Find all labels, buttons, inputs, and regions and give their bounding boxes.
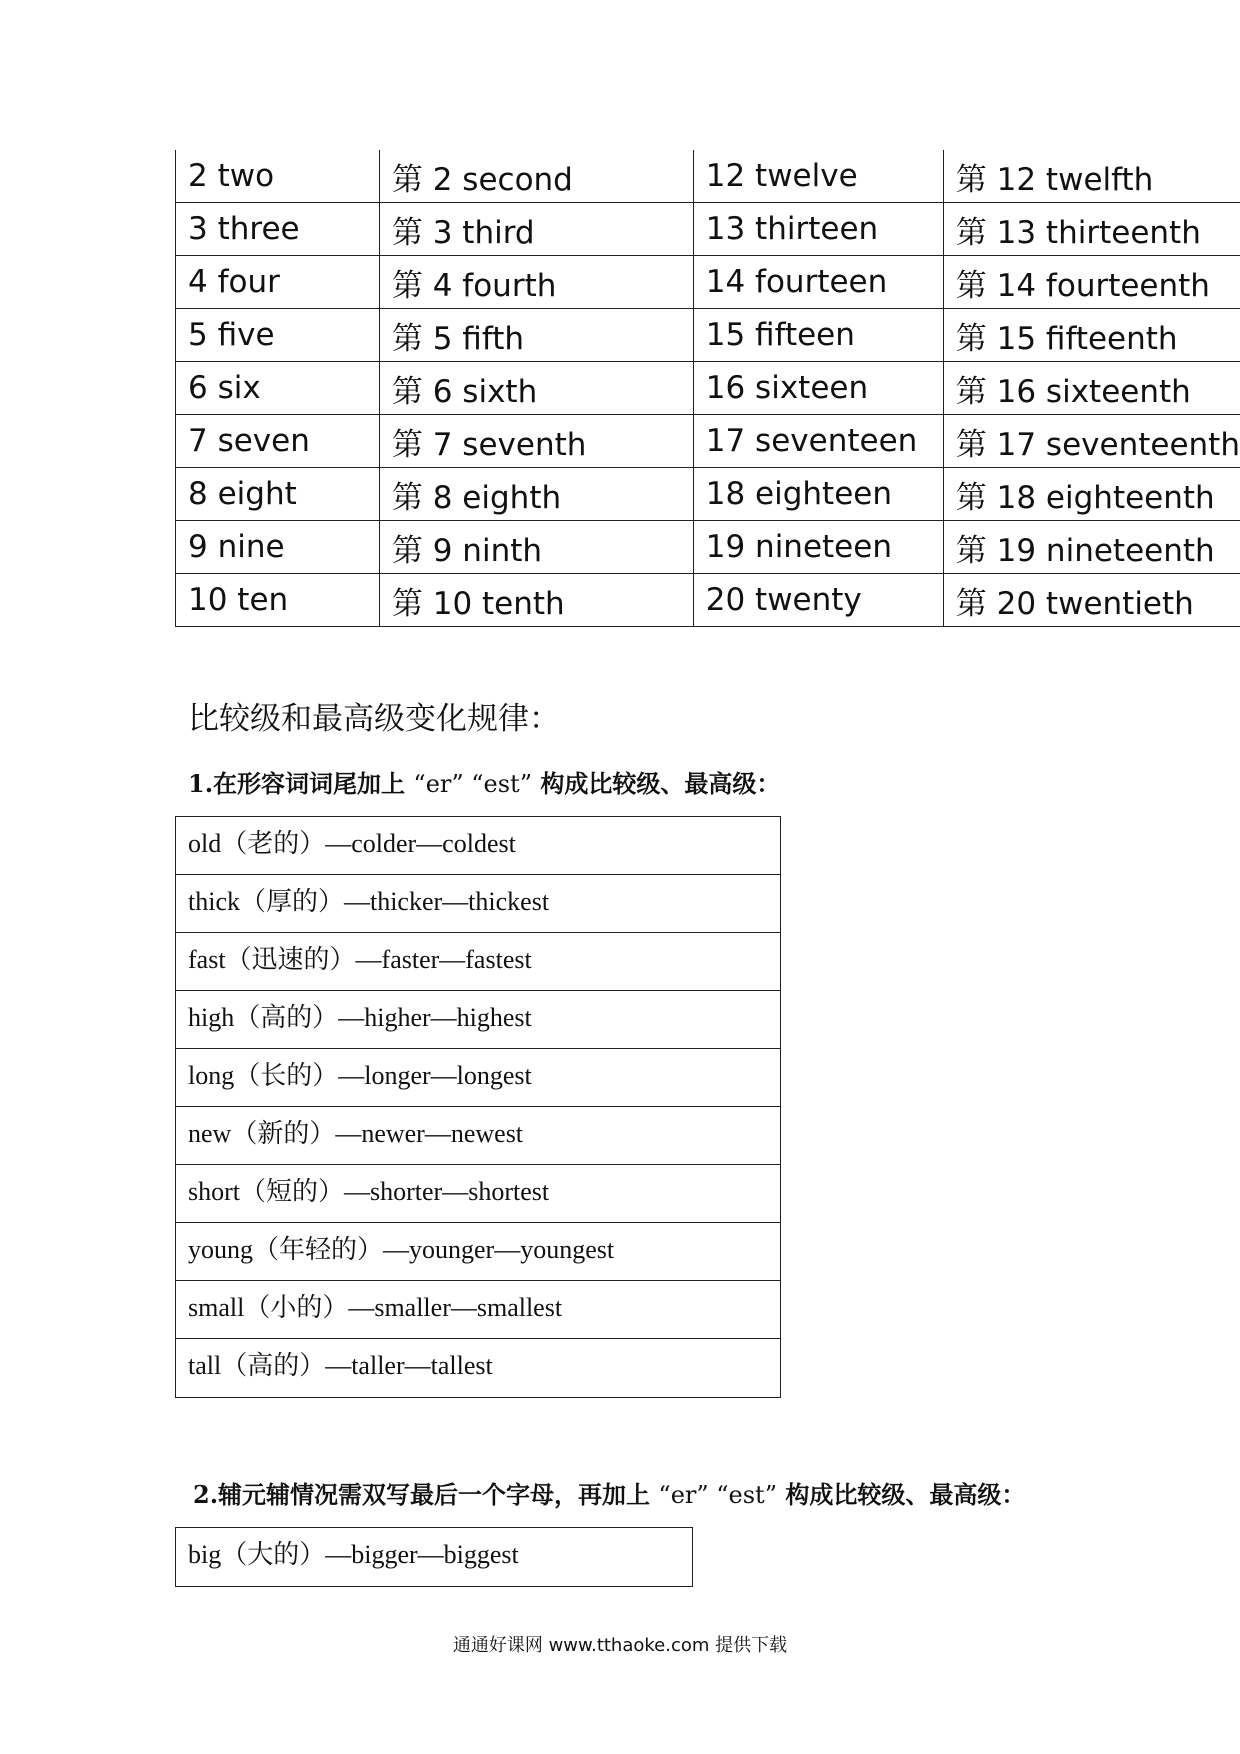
cell-ordinal: 第 15 fifteenth [943, 309, 1240, 362]
cell-cardinal: 5 five [176, 309, 380, 362]
numbers-table-body [176, 150, 1240, 627]
rule1-heading [188, 764, 780, 799]
rule1-suffix: 构成比较级、最高级： [531, 769, 781, 798]
cell-cardinal: 9 nine [176, 521, 380, 574]
cell-ordinal: 第 10 tenth [379, 574, 693, 627]
cell-cardinal: 7 seven [176, 415, 380, 468]
cell-cardinal: 17 seventeen [693, 415, 943, 468]
cell-ordinal: 第 17 seventeenth [943, 415, 1240, 468]
cell-cardinal: 10 ten [176, 574, 380, 627]
cell-ordinal: 第 7 seventh [379, 415, 693, 468]
rule1-quoted: “er” “est” [413, 770, 532, 798]
cell-ordinal: 第 4 fourth [379, 256, 693, 309]
list-item: thick（厚的）—thicker—thickest [176, 875, 780, 933]
cell-ordinal: 第 20 twentieth [943, 574, 1240, 627]
section-heading: 比较级和最高级变化规律： [188, 701, 560, 737]
table-row [176, 415, 1240, 468]
list-item: old（老的）—colder—coldest [176, 817, 780, 875]
cell-cardinal: 3 three [176, 203, 380, 256]
list-item: small（小的）—smaller—smallest [176, 1281, 780, 1339]
list-item: fast（迅速的）—faster—fastest [176, 933, 780, 991]
cell-cardinal: 4 four [176, 256, 380, 309]
page-footer: 通通好课网 www.tthaoke.com 提供下载 [452, 1635, 788, 1656]
rule2-suffix: 构成比较级、最高级： [776, 1480, 1026, 1509]
cell-ordinal: 第 6 sixth [379, 362, 693, 415]
cell-ordinal: 第 16 sixteenth [943, 362, 1240, 415]
cell-ordinal: 第 3 third [379, 203, 693, 256]
cell-ordinal: 第 19 nineteenth [943, 521, 1240, 574]
cell-cardinal: 12 twelve [693, 150, 943, 203]
cell-ordinal: 第 14 fourteenth [943, 256, 1240, 309]
cell-cardinal: 15 fifteen [693, 309, 943, 362]
rule1-prefix: 1.在形容词词尾加上 [188, 769, 414, 798]
cell-cardinal: 20 twenty [693, 574, 943, 627]
cell-cardinal: 6 six [176, 362, 380, 415]
cell-ordinal: 第 9 ninth [379, 521, 693, 574]
table-row [176, 203, 1240, 256]
cell-cardinal: 13 thirteen [693, 203, 943, 256]
cell-cardinal: 18 eighteen [693, 468, 943, 521]
cell-cardinal: 8 eight [176, 468, 380, 521]
cell-ordinal: 第 8 eighth [379, 468, 693, 521]
list-item: new（新的）—newer—newest [176, 1107, 780, 1165]
list-item: young（年轻的）—younger—youngest [176, 1223, 780, 1281]
rule1-examples-table [175, 816, 781, 1398]
cell-ordinal: 第 18 eighteenth [943, 468, 1240, 521]
list-item: big（大的）—bigger—biggest [188, 1540, 519, 1569]
table-row [176, 150, 1240, 203]
list-item: tall（高的）—taller—tallest [188, 1351, 493, 1380]
rule2-heading [193, 1475, 1025, 1510]
cell-ordinal: 第 2 second [379, 150, 693, 203]
table-row [176, 521, 1240, 574]
table-row [176, 574, 1240, 627]
rule2-examples-table [175, 1527, 693, 1587]
table-row [176, 468, 1240, 521]
table-row [176, 309, 1240, 362]
list-item: high（高的）—higher—highest [176, 991, 780, 1049]
numbers-table [175, 150, 1240, 627]
cell-ordinal: 第 5 fifth [379, 309, 693, 362]
cell-cardinal: 14 fourteen [693, 256, 943, 309]
list-item: long（长的）—longer—longest [176, 1049, 780, 1107]
rule2-quoted: “er” “est” [658, 1481, 777, 1509]
cell-cardinal: 2 two [176, 150, 380, 203]
cell-cardinal: 16 sixteen [693, 362, 943, 415]
table-row [176, 362, 1240, 415]
cell-cardinal: 19 nineteen [693, 521, 943, 574]
cell-ordinal: 第 13 thirteenth [943, 203, 1240, 256]
rule2-prefix: 2.辅元辅情况需双写最后一个字母，再加上 [193, 1480, 659, 1509]
cell-ordinal: 第 12 twelfth [943, 150, 1240, 203]
list-item: short（短的）—shorter—shortest [176, 1165, 780, 1223]
table-row [176, 256, 1240, 309]
